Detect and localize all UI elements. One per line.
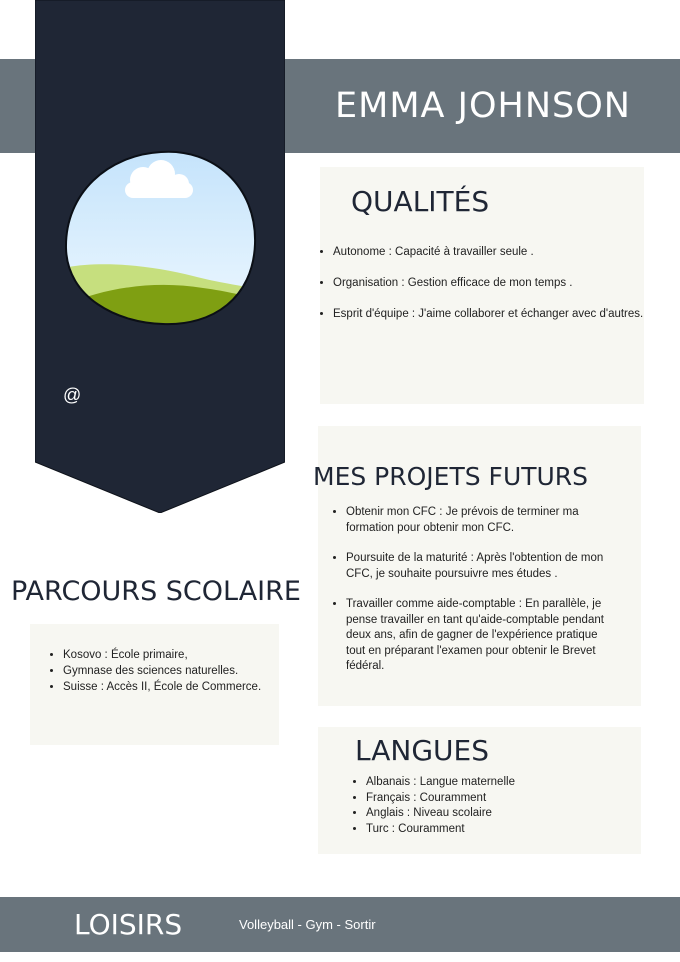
parcours-list [48,647,293,695]
list-item: • Poursuite de la maturité : Après l'obtention de mon CFC, je souhaite poursuivre mes études . [346,551,608,582]
list-item: • Organisation : Gestion efficace de mon temps . [333,276,659,291]
list-item: • Esprit d'équipe : J'aime collaborer et échanger avec d'autres. [333,307,659,322]
qualites-title: QUALITÉS [351,185,490,218]
parcours-title: PARCOURS SCOLAIRE [11,576,301,607]
list-item: • Autonome : Capacité à travailler seule . [333,245,659,260]
langues-list [351,775,646,837]
profile-photo [63,148,259,328]
langues-title: LANGUES [355,734,489,767]
email-icon: @ [63,385,82,405]
list-item: • Suisse : Accès II, École de Commerce. [63,679,293,695]
resume-name: EMMA JOHNSON [335,86,631,126]
loisirs-title: LOISIRS [74,908,183,941]
list-item: • Albanais : Langue maternelle [366,775,646,791]
projets-title: MES PROJETS FUTURS [313,462,589,491]
list-item: • Turc : Couramment [366,822,646,838]
list-item: • Kosovo : École primaire, [63,647,293,663]
list-item: • Obtenir mon CFC : Je prévois de terminer ma formation pour obtenir mon CFC. [346,505,608,536]
list-item: • Gymnase des sciences naturelles. [63,663,293,679]
list-item: • Anglais : Niveau scolaire [366,806,646,822]
list-item: • Travailler comme aide-comptable : En parallèle, je pense travailler en tant qu'aide-comptable pendant deux ans, afin de gagner de l'expérience pratique tout en préparant l'examen pour obtenir le Brevet fédéral. [346,597,608,675]
projets-list [331,505,608,675]
list-item: • Français : Couramment [366,791,646,807]
qualites-list [318,245,659,322]
loisirs-text: Volleyball - Gym - Sortir [239,917,376,932]
